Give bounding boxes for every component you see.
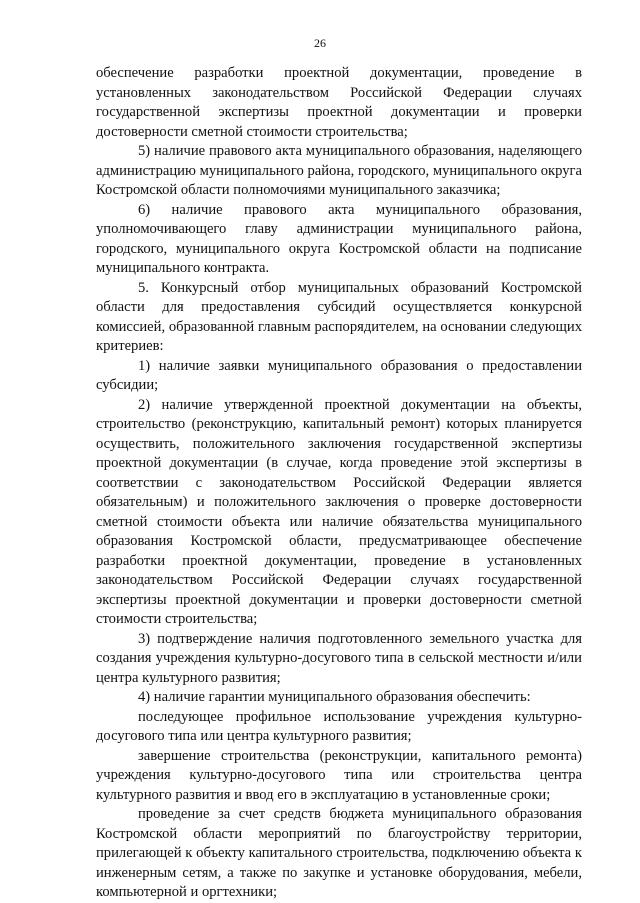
- guarantee-completion: завершение строительства (реконструкции, капитального ремонта) учреждения культурно-досугового типа или строительства центра культурного развития и ввод его в эксплуатацию в установленные сроки;: [96, 747, 582, 803]
- document-body: [96, 64, 582, 903]
- criterion-4: 4) наличие гарантии муниципального образования обеспечить:: [138, 689, 531, 705]
- criterion-2: 2) наличие утвержденной проектной документации на объекты, строительство (реконструкцию, капитальный ремонт) которых планируется осуществить, положительного заключения государственной экспертизы проектной документации (в случае, когда проведение этой экспертизы в соответствии с законодательством Российской Федерации является обязательным) и положительного заключения о проверке достоверности сметной стоимости объекта или наличие обязательства муниципального образования Костромской области, предусматривающее обеспечение разработки проектной документации, проведение в установленных законодательством Российской Федерации случаях государственной экспертизы проектной документации и проверки достоверности сметной стоимости строительства;: [96, 396, 582, 627]
- paragraph-item-5: 5) наличие правового акта муниципального образования, наделяющего администрацию муниципального района, городского, муниципального округа Костромской области полномочиями муниципального заказчика;: [96, 143, 582, 198]
- guarantee-improvement: проведение за счет средств бюджета муниципального образования Костромской области мероприятий по благоустройству территории, прилегающей к объекту капитального строительства, подключению объекта к инженерным сетям, а также по закупке и установке оборудования, мебели, компьютерной и оргтехники;: [96, 806, 582, 900]
- page-number: 26: [314, 36, 326, 50]
- guarantee-usage: последующее профильное использование учреждения культурно-досугового типа или центра культурного развития;: [96, 708, 582, 744]
- criterion-1: 1) наличие заявки муниципального образования о предоставлении субсидии;: [96, 357, 582, 393]
- paragraph-section-5: 5. Конкурсный отбор муниципальных образований Костромской области для предоставления субсидий осуществляется конкурсной комиссией, образованной главным распорядителем, на основании следующих критериев:: [96, 279, 582, 354]
- paragraph-continuation: обеспечение разработки проектной документации, проведение в установленных законодательством Российской Федерации случаях государственной экспертизы проектной документации и проверки достоверности сметной стоимости строительства;: [96, 65, 582, 140]
- criterion-3: 3) подтверждение наличия подготовленного земельного участка для создания учреждения культурно-досугового типа в сельской местности и/или центра культурного развития;: [96, 630, 582, 686]
- paragraph-item-6: 6) наличие правового акта муниципального образования, уполномочивающего главу администрации муниципального района, городского, муниципального округа Костромской области на подписание муниципального контракта.: [96, 201, 582, 276]
